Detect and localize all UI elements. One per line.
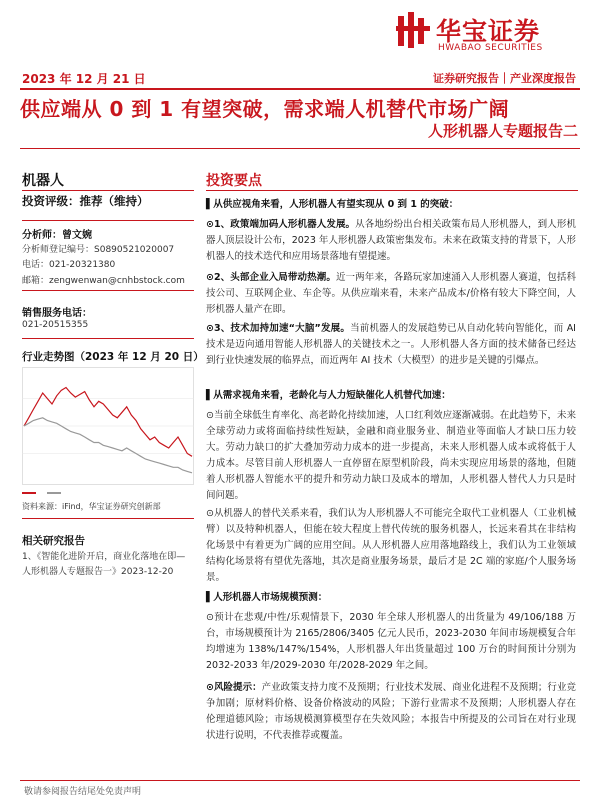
report-subtitle: 人形机器人专题报告二 xyxy=(427,122,578,140)
sidebar-divider xyxy=(22,290,194,291)
point-policy xyxy=(206,217,576,265)
report-title: 供应端从 0 到 1 有望突破，需求端人机替代市场广阔 xyxy=(20,97,510,121)
point-leaders-text: 近一两年来，各路玩家加速涌入人形机器人赛道，包括科技公司、互联网企业、车企等。从供应端来看，未来产品成本/价格有较大下降空间，人形机器人量产在即。 xyxy=(206,272,576,315)
sales-label: 销售服务电话： xyxy=(22,308,92,319)
related-report-item[interactable]: 1、《智能化进阶开启，商业化落地在即—人形机器人专题报告一》2023-12-20 xyxy=(22,552,186,577)
risk-text: 产业政策支持力度不及预期；行业技术发展、商业化进程不及预期；行业竞争加剧；原材料价格、设备价格波动的风险；下游行业需求不及预期；人形机器人存在伦理道德风险；市场规模测算模型存在失效风险；本报告中所提及的公司旨在对行业现状进行说明，不代表推荐或覆盖。 xyxy=(206,682,576,741)
related-reports-title: 相关研究报告 xyxy=(22,535,85,547)
logo-subtext: HWABAO SECURITIES xyxy=(438,43,543,53)
sidebar-divider xyxy=(22,220,194,221)
logo-mark-icon xyxy=(396,10,430,50)
point-risk xyxy=(206,680,576,744)
chart-source: 资料来源：iFind，华宝证券研究创新部 xyxy=(22,502,161,511)
report-category: 证券研究报告｜产业深度报告 xyxy=(433,72,576,85)
header-divider xyxy=(20,88,580,90)
sales-phone: 021-20515355 xyxy=(22,320,89,330)
report-date: 2023 年 12 月 21 日 xyxy=(22,72,146,86)
logo-text: 华宝证券 xyxy=(436,17,541,46)
analyst-cert: 分析师登记编号：S0890521020007 xyxy=(22,245,175,255)
section-title: 投资要点 xyxy=(206,173,262,189)
point-leaders xyxy=(206,270,576,318)
lead-market: ▌人形机器人市场规模预测： xyxy=(206,592,328,603)
legend-swatch xyxy=(47,492,61,494)
analyst-name: 分析师：曾文婉 xyxy=(22,230,92,241)
sidebar-divider xyxy=(22,190,194,191)
point-aging: ⊙当前全球低生育率化、高老龄化持续加速，人口红利效应逐渐减弱。在此趋势下，未来全球劳动力或将面临持续性短缺，金融和商业服务业、制造业等面临人才缺口压力较大。劳动力缺口的扩大叠加劳动力成本的进一步提高，未来人形机器人成本或将低于人力成本。尽管目前人形机器人一直停留在原型机阶段，尚未实现应用场景的落地，但随着人形机器人智能水平的提升和劳动力缺口及成本的增加，人形机器人替代人力只是时间问题。 xyxy=(206,410,576,501)
section-divider xyxy=(206,190,578,191)
trend-chart xyxy=(22,367,194,485)
risk-heading: ⊙风险提示： xyxy=(206,682,262,693)
footer-divider xyxy=(20,780,580,781)
point-policy-heading: ⊙1、政策端加码人形机器人发展。 xyxy=(206,219,356,230)
point-tech-heading: ⊙3、技术加持加速“大脑”发展。 xyxy=(206,323,351,334)
title-divider xyxy=(20,148,580,149)
lead-supply: ▌从供应视角来看，人形机器人有望实现从 0 到 1 的突破： xyxy=(206,199,459,210)
investment-rating: 投资评级：推荐（维持） xyxy=(22,194,149,208)
point-tech-text: 当前机器人的发展趋势已从自动化转向智能化，而 AI 技术是迈向通用智能人形机器人的关键技术之一。人形机器人各方面的技术储备已经达到行业快速发展的临界点，而近两年 AI 技术（大模型）的进步是关键的引爆点。 xyxy=(206,323,576,366)
legend-item xyxy=(22,488,38,497)
sidebar-divider xyxy=(22,338,194,339)
sidebar-divider xyxy=(22,518,194,519)
analyst-email[interactable]: 邮箱：zengwenwan@cnhbstock.com xyxy=(22,276,185,286)
sector-name: 机器人 xyxy=(22,173,64,189)
analyst-phone: 电话：021-20321380 xyxy=(22,260,116,270)
point-forecast: ⊙预计在悲观/中性/乐观情景下，2030 年全球人形机器人的出货量为 49/106/188 万台，市场规模预计为 2165/2806/3405 亿元人民币，2023-2030 年间市场规模复合年均增速为 138%/147%/154%，人形机器人年出货量超过 100 万台的时间预计分别为 2032-2033 年/2029-2030 年/2028-2029 年之间。 xyxy=(206,612,576,671)
trend-chart-title: 行业走势图（2023 年 12 月 20 日） xyxy=(22,351,204,363)
footer-disclaimer: 敬请参阅报告结尾处免责声明 xyxy=(24,787,142,797)
point-policy-text: 从各地纷纷出台相关政策布局人形机器人，到人形机器人顶层设计公布，2023 年人形机器人政策密集发布。未来在政策支持的背景下，人形机器人的技术迭代和应用场景落地有望提速。 xyxy=(206,219,576,262)
chart-legend xyxy=(22,488,194,497)
point-substitution: ⊙从机器人的替代关系来看，我们认为人形机器人不可能完全取代工业机器人（工业机械臂）以及特种机器人，但能在较大程度上替代传统的服务机器人，长远来看其在非结构化场景中有着更为广阔的应用空间。从人形机器人应用落地路线上，我们认为工业领域结构化场景将有望优先落地，其次是商业服务场景，最后才是 2C 端的家庭/个人服务场景。 xyxy=(206,508,576,583)
company-logo xyxy=(396,8,596,58)
legend-swatch xyxy=(22,492,36,494)
point-tech xyxy=(206,321,576,369)
legend-item xyxy=(47,488,63,497)
point-leaders-heading: ⊙2、头部企业入局带动热潮。 xyxy=(206,272,336,283)
lead-demand: ▌从需求视角来看，老龄化与人力短缺催化人机替代加速： xyxy=(206,390,451,401)
